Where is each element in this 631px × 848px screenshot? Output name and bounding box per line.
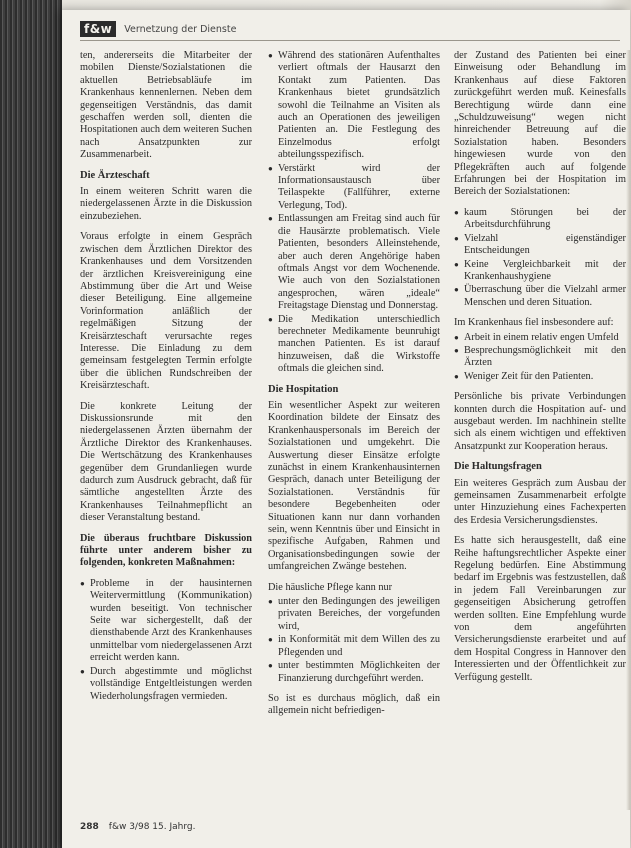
bullet-list [268, 50, 440, 376]
paragraph: Voraus erfolgte in einem Gespräch zwischen dem Ärztlichen Direktor des Krankenhauses und dem Vorsitzenden der ärztlichen Kreisvereinigung eine Abstimmung über die Art und Weise dieser Beteiligung. Eine allgemeine Vorinformation anläßlich der regelmäßigen Sitzung der Kreisärzteschaft verursachte reges Interesse. Die Einladung zu dem gemeinsam festgelegten Termin erfolgte über die üblichen Rundschreiben der Kreisärzteschaft. [80, 231, 252, 392]
paragraph: Ein weiteres Gespräch zum Ausbau der gemeinsamen Zusammenarbeit erfolgte unter Hinzuziehung eines Fachexperten des Erdesia Versicherungsdienstes. [454, 477, 626, 526]
paragraph: ten, andererseits die Mitarbeiter der mobilen Dienste/Sozialstationen die aktuellen Betriebsabläufe im Krankenhaus kennenlernen. Neben dem gegenseitigen Verständnis, das damit geschaffen werden soll, dienten die Hospitationen auch dem weiteren Suchen nach Ansatzpunkten zur Zusammenarbeit. [80, 50, 252, 161]
list-item: ● unter bestimmten Möglichkeiten der Finanzierung durchgeführt werden. [268, 660, 440, 685]
list-item: ● Weniger Zeit für den Patienten. [454, 371, 626, 383]
bullet-list [268, 596, 440, 685]
book-binding-edge [0, 0, 62, 848]
page-shadow [626, 50, 630, 810]
list-item: ● Entlassungen am Freitag sind auch für die Hausärzte problematisch. Viele Patienten, besonders Alleinstehende, aber auch deren Angehörige haben oftmals Angst vor dem Wochenende. Wie auch von den Sozialstationen angesprochen, wären „ideale“ Freitagstage Dienstag und Donnerstag. [268, 213, 440, 312]
heading-hospitation: Die Hospitation [268, 383, 339, 395]
journal-logo: f&w [80, 21, 116, 37]
list-item: ● Die Medikation unterschiedlich berechneter Medikamente beunruhigt manchen Patienten. Es ist darauf hinzuweisen, daß die Wirkstoffe oftmals die gleichen sind. [268, 314, 440, 376]
list-item: ● Überraschung über die Vielzahl armer Menschen und deren Situation. [454, 284, 626, 309]
paragraph: Es hatte sich herausgestellt, daß eine Reihe haftungsrechtlicher Aspekte einer Regelung bedürfen. Eine Abstimmung bedarf im Ergebnis was festzustellen, daß in jedem Fall Vereinbarungen zur gegenseitigen Absicherung getroffen werden sollten. Eine Empfehlung wurde von dem angeführten Versicherungsdienste erarbeitet und auf dem Hospital Congress in Hannover den Interessierten und der Öffentlichkeit zur Verfügung gestellt. [454, 535, 626, 683]
list-item: ● Arbeit in einem relativ engen Umfeld [454, 332, 626, 344]
page-footer [80, 822, 195, 832]
paragraph: So ist es durchaus möglich, daß ein allgemein nicht befriedigen- [268, 692, 440, 717]
column-2 [268, 50, 440, 726]
list-item: ● Keine Vergleichbarkeit mit der Krankenhaushygiene [454, 259, 626, 284]
heading-haltungsfragen: Die Haltungsfragen [454, 461, 542, 473]
list-item: ● Vielzahl eigenständiger Entscheidungen [454, 233, 626, 258]
list-item: ● Probleme in der hausinternen Weitervermittlung (Kommunikation) wurden beseitigt. Von technischer Seite war sichergestellt, daß der diensthabende Arzt des Krankenhauses unmittelbar vom niedergelassenen Arzt erreicht werden kann. [80, 578, 252, 665]
paragraph: Die häusliche Pflege kann nur [268, 581, 393, 593]
running-header [80, 18, 620, 41]
bullet-list [454, 207, 626, 309]
measures-list [80, 578, 252, 703]
bullet-list [454, 332, 626, 384]
heading-aerzteschaft: Die Ärzteschaft [80, 169, 150, 181]
list-item: ● Während des stationären Aufenthaltes verliert oftmals der Hausarzt den Kontakt zum Patienten. Das Krankenhaus bietet grundsätzlich sowohl die Teilnahme an Visiten als auch an Operationen des jeweiligen Patienten an. Die Festlegung des Einzelmodus erfolgt abteilungsspezifisch. [268, 50, 440, 162]
page-number: 288 [80, 822, 99, 832]
paragraph: In einem weiteren Schritt waren die niedergelassenen Ärzte in die Diskussion einzubeziehen. [80, 186, 252, 222]
page [62, 10, 630, 848]
column-1 [80, 50, 252, 711]
list-item: ● kaum Störungen bei der Arbeitsdurchführung [454, 207, 626, 232]
paragraph: Die konkrete Leitung der Diskussionsrunde mit den niedergelassenen Ärzten übernahm der Ärztliche Direktor des Krankenhauses. Die Wertschätzung des Krankenhauses gegenüber dem Grundanliegen wurde dadurch zum Ausdruck gebracht, daß für sämtliche angestellten Ärzte des Krankenhauses Teilnahmepflicht an dieser Veranstaltung bestand. [80, 400, 252, 524]
journal-issue: f&w 3/98 15. Jahrg. [108, 822, 196, 832]
paragraph: der Zustand des Patienten bei einer Einweisung oder Behandlung im Krankenhaus auf diese Faktoren zurückgeführt werden muß. Keinesfalls Berechtigung würde dann eine „Schuldzuweisung“ wegen nicht hinreichender Betreuung auf die Sozialstation haben. Besonders hingewiesen wurde von den Pflegekräften auch auf folgende Erfahrungen bei der Hospitation im Bereich der Sozialstationen: [454, 50, 626, 198]
list-item: ● Verstärkt wird der Informationsaustausch über Teilaspekte (Fallführer, externe Verlegung, Tod). [268, 163, 440, 213]
list-item: ● unter den Bedingungen des jeweiligen privaten Bereiches, der vorgefunden wird, [268, 596, 440, 633]
section-title: Vernetzung der Dienste [124, 23, 237, 35]
column-3 [454, 50, 626, 692]
bold-paragraph: Die überaus fruchtbare Diskussion führte unter anderem bisher zu folgenden, konkreten Maßnahmen: [80, 532, 252, 569]
paragraph: Persönliche bis private Verbindungen konnten durch die Hospitation auf- und ausgebaut werden. Im nachhinein stellte sich als einem wichtigen und effektiven Ansatzpunkt zur Kooperation heraus. [454, 391, 626, 452]
list-item: ● Durch abgestimmte und möglichst vollständige Entgeltleistungen werden Wiederholungsfragen vermieden. [80, 666, 252, 703]
paragraph: Im Krankenhaus fiel insbesondere auf: [454, 317, 614, 329]
paragraph: Ein wesentlicher Aspekt zur weiteren Koordination bildete der Einsatz des Krankenhauspersonals im Bereich der Sozialstationen und umgekehrt. Die Auswertung dieser Einsätze erfolgte zunächst in einem Krankenhausinternen Gespräch, danach unter Beteiligung der Sozialstationen. Verständnis für besondere Begebenheiten oder Situationen kann nur dann vorhanden sein, wenn Kenntnis über und Einsicht in spezifische Aufgaben, Rahmen und Organisationsbedingungen sowie der umfangreichen Zwänge bestehen. [268, 399, 440, 573]
list-item: ● Besprechungsmöglichkeit mit den Ärzten [454, 345, 626, 370]
list-item: ● in Konformität mit dem Willen des zu Pflegenden und [268, 634, 440, 659]
